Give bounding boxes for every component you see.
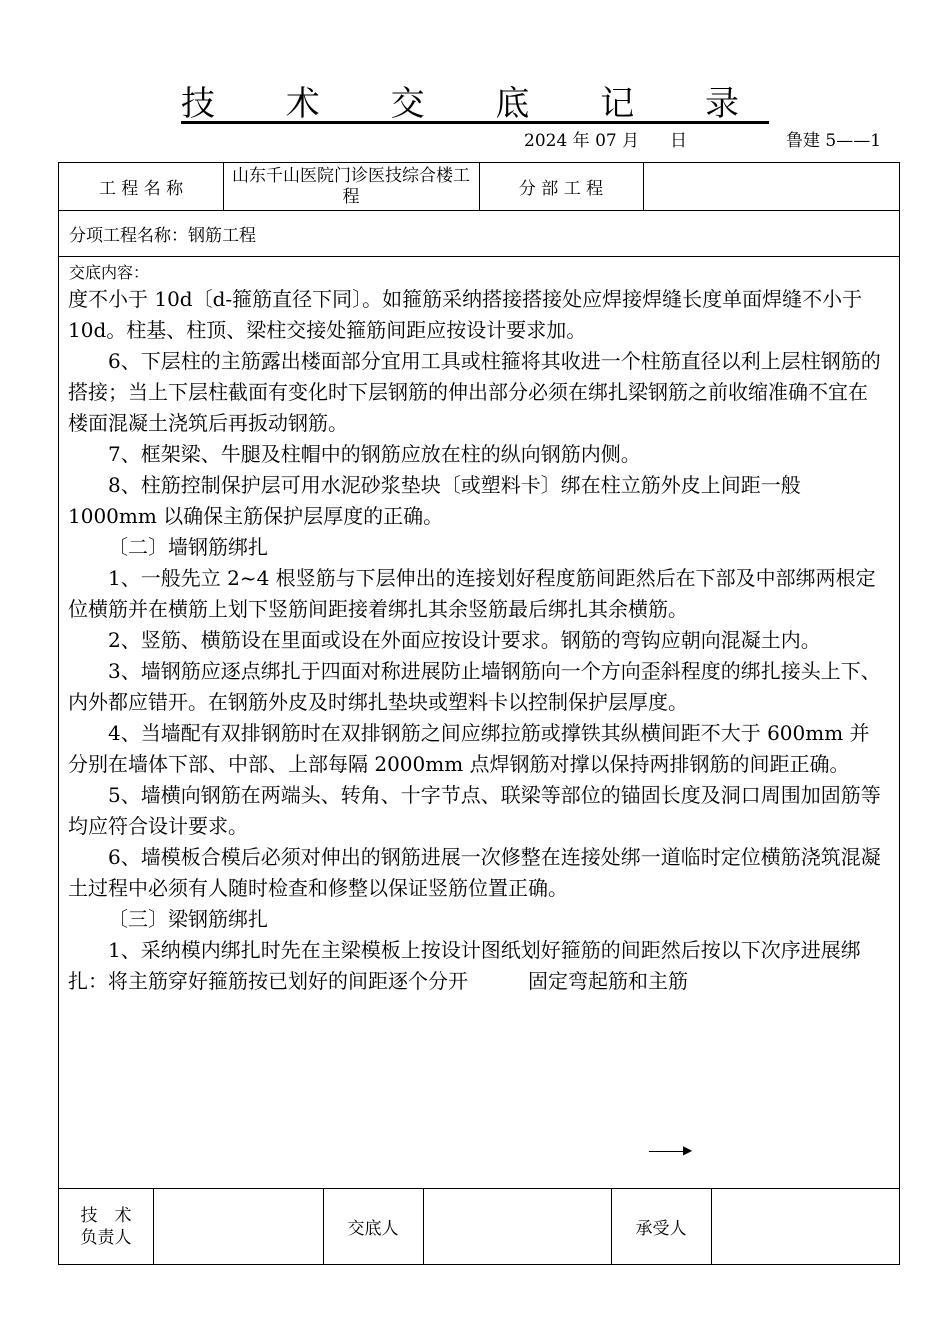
project-row [58,162,900,211]
content-paragraph: 〔三〕梁钢筋绑扎 [108,907,268,931]
project-name-label: 工 程 名 称 [98,179,184,199]
tech-lead-signature-field [153,1189,323,1264]
sub-project-value [643,163,899,210]
content-paragraph: 6、下层柱的主筋露出楼面部分宜用工具或柱箍将其收进一个柱筋直径以利上层柱钢筋的搭接；当上下层柱截面有变化时下层钢筋的伸出部分必须在绑扎梁钢筋之前收缩准确不宜在楼面混凝土浇筑后再扳动钢筋。 [68,349,881,435]
document-code: 鲁建 5——1 [786,131,882,151]
content-paragraph: 度不小于 10d〔d-箍筋直径下同〕。如箍筋采纳搭接搭接处应焊接焊缝长度单面焊缝不小于 10d。柱基、柱顶、梁柱交接处箍筋间距应按设计要求加。 [68,287,863,342]
subitem-row [58,210,900,257]
receiver-signature-field [711,1189,899,1264]
content-label: 交底内容： [69,263,150,282]
receiver-label: 承受人 [635,1219,687,1239]
content-paragraph: 2、竖筋、横筋设在里面或设在外面应按设计要求。钢筋的弯钩应朝向混凝土内。 [108,628,821,652]
document-title-text: 技 术 交 底 记 录 [180,84,770,124]
content-paragraph: 3、墙钢筋应逐点绑扎于四面对称进展防止墙钢筋向一个方向歪斜程度的绑扎接头上下、内外都应错开。在钢筋外皮及时绑扎垫块或塑料卡以控制保护层厚度。 [68,659,881,714]
content-paragraph: 1、一般先立 2~4 根竖筋与下层伸出的连接划好程度筋间距然后在下部及中部绑两根定位横筋并在横筋上划下竖筋间距接着绑扎其余竖筋最后绑扎其余横筋。 [68,566,876,621]
content-paragraph: 6、墙模板合模后必须对伸出的钢筋进展一次修整在连接处绑一道临时定位横筋浇筑混凝土过程中必须有人随时检查和修整以保证竖筋位置正确。 [68,845,881,900]
handover-signature-field [423,1189,611,1264]
content-paragraph: 5、墙横向钢筋在两端头、转角、十字节点、联梁等部位的锚固长度及洞口周围加固筋等均应符合设计要求。 [68,783,881,838]
content-paragraph: 4、当墙配有双排钢筋时在双排钢筋之间应绑拉筋或撑铁其纵横间距不大于 600mm 并分别在墙体下部、中部、上部每隔 2000mm 点焊钢筋对撑以保持两排钢筋的间距正确。 [68,721,870,776]
arrow-right-icon: ▶ [683,1143,693,1157]
signature-row [58,1188,900,1265]
tech-lead-label: 技 术 负责人 [80,1205,132,1248]
content-body [68,284,881,997]
content-paragraph: 〔二〕墙钢筋绑扎 [108,535,268,559]
handover-person-label: 交底人 [347,1219,399,1239]
project-name-value: 山东千山医院门诊医技综合楼工程 [232,165,470,207]
content-paragraph: 8、柱筋控制保护层可用水泥砂浆垫块〔或塑料卡〕绑在柱立筋外皮上间距一般 1000mm 以确保主筋保护层厚度的正确。 [68,473,801,528]
content-paragraph: 1、采纳模内绑扎时先在主梁模板上按设计图纸划好箍筋的间距然后按以下次序进展绑扎：将主筋穿好箍筋按已划好的间距逐个分开 固定弯起筋和主筋 [68,938,861,993]
content-area [58,256,900,1189]
sub-project-label: 分 部 工 程 [518,179,604,199]
subitem-label: 分项工程名称：钢筋工程 [69,225,256,246]
day-label: 日 [670,131,687,151]
content-paragraph: 7、框架梁、牛腿及柱帽中的钢筋应放在柱的纵向钢筋内侧。 [108,442,641,466]
document-title [0,76,950,125]
date-text: 2024 年 07 月 [524,131,640,151]
